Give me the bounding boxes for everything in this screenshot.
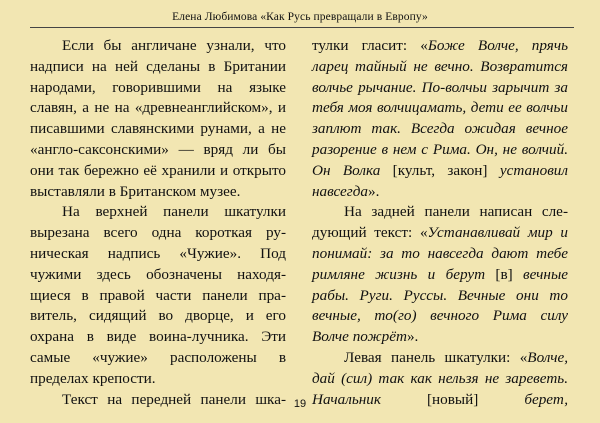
left-column bbox=[30, 36, 286, 410]
italic-quote: Волче, дай (сил) так как нельзя не зареветь. Начальник bbox=[312, 348, 568, 408]
paragraph: Текст на передней панели шка- bbox=[62, 390, 286, 408]
paragraph: Если бы англичане узнали, что надписи на ней сделаны в Британии народами, говорившими на языке славян, а не на «древнеанглийском», и писавшими славянскими рунами, а не «англо-саксонскими» — вряд ли бы они так бережно её хранили и открыто выставляли в Британском музее. bbox=[30, 37, 286, 200]
right-column bbox=[312, 36, 568, 410]
text-run: На задней панели написан следующий текст: « bbox=[312, 203, 568, 242]
paragraph bbox=[312, 36, 568, 202]
running-header: Елена Любимова «Как Русь превращали в Европу» bbox=[172, 11, 428, 23]
italic-quote: вечные рабы. Руги. Руссы. Вечные они то вечные, то(го) вечного Рима силу Волче пожрёт bbox=[312, 265, 568, 346]
paragraph: На верхней панели шкатулки вырезана всего одна короткая руническая надпись «Чужие». Под чужими здесь обозначены находящиеся в правой части панели правитель, сидящий во дворце, и его охрана в виде воина-лучника. Эти самые «чужие» расположены в пределах крепости. bbox=[30, 203, 286, 387]
paragraph bbox=[312, 202, 568, 348]
text-run: [новый] bbox=[380, 390, 525, 408]
text-run: ». bbox=[406, 328, 419, 346]
italic-quote: Устанавливай мир и понимай: за то навсегда дают тебе римляне жизнь и берут bbox=[312, 224, 568, 283]
text-run: тулки гласит: « bbox=[312, 37, 428, 54]
italic-quote: Боже Волче, прячь ларец тайный не вечно. Возвратится волчье рычание. По-волчьи зарычит за тебя моя волчицамать, дети ее волчьи заплют так. Всегда ожидая вечное разорение в нем с Рима. Он, не волчий. Он Волка bbox=[312, 37, 568, 179]
text-run: [культ, закон] bbox=[380, 161, 500, 179]
text-run: Левая панель шкатулки: « bbox=[344, 348, 528, 366]
text-run: [в] bbox=[485, 265, 524, 283]
italic-quote: берет, bbox=[524, 390, 568, 408]
text-run: ». bbox=[368, 182, 380, 200]
header-rule bbox=[30, 27, 574, 28]
italic-quote: установил навсегда bbox=[312, 161, 569, 200]
page-number: 19 bbox=[293, 398, 307, 410]
